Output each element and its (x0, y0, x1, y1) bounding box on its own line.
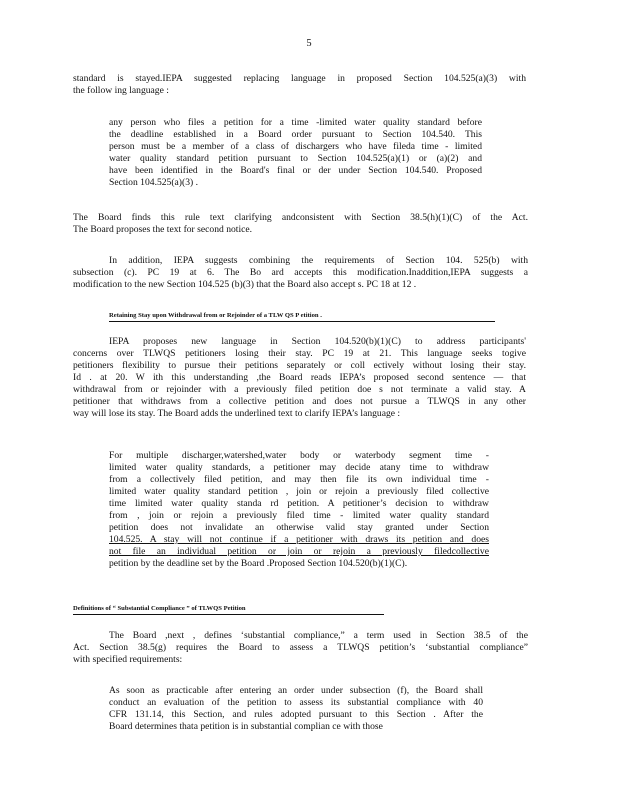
text-line: CFR 131.14, this Section, and rules adopted pursuant to this Section . After the (109, 709, 483, 720)
text-line: from a collectively filed petition, and may then file its own individual time - (109, 474, 489, 485)
text-line: For multiple discharger,watershed,water body or waterbody segment time - (109, 450, 489, 461)
text-line: from , join or rejoin a previously filed time - limited water quality standard (109, 510, 489, 521)
text-line: water quality standard petition pursuant to Section 104.525(a)(1) or (a)(2) and (109, 153, 482, 164)
paragraph-combining-requirements (73, 255, 528, 291)
block-quote-section-38-5-g (109, 685, 483, 733)
text-line: the follow ing language : (73, 85, 169, 96)
text-line: Act. Section 38.5(g) requires the Board to assess a TLWQS petition’s ‘substantial compliance” (73, 642, 528, 653)
text-line: limited water quality standard petition , join or rejoin a previously filed collective (109, 486, 489, 497)
text-line: petition by the deadline set by the Board .Proposed Section 104.520(b)(1)(C). (109, 558, 408, 569)
text-line: standard is stayed.IEPA suggested replacing language in proposed Section 104.525(a)(3) with (73, 73, 526, 84)
section-heading-retaining-stay: Retaining Stay upon Withdrawal from or Rejoinder of a TLW QS P etition . (109, 312, 322, 319)
section-heading-definitions: Definitions of “ Substantial Compliance ” of TLWQS Petition (73, 605, 246, 612)
text-line: As soon as practicable after entering an order under subsection (f), the Board shall (109, 685, 483, 696)
heading-underline (73, 614, 384, 615)
text-line: have been identified in the Board's final or der under Section 104.540. Proposed (109, 165, 482, 176)
text-line: withdrawal from or rejoinder with a previously filed petition doe s not terminate a valid stay. A (73, 384, 526, 395)
text-line: with specified requirements: (73, 654, 183, 665)
text-line: The Board proposes the text for second notice. (73, 224, 253, 235)
text-line: time limited water quality standa rd petition. A petitioner’s decision to withdraw (109, 498, 489, 509)
text-line: petition does not invalidate an otherwise valid stay granted under Section (109, 522, 489, 533)
text-line: the deadline established in a Board order pursuant to Section 104.540. This (109, 129, 482, 140)
text-line: petitioner that withdraws from a collective petition and does not pursue a TLWQS in any other (73, 396, 526, 407)
text-line: person must be a member of a class of dischargers who have fileda time - limited (109, 141, 482, 152)
text-line: The Board ,next , defines ‘substantial compliance,” a term used in Section 38.5 of the (109, 630, 528, 641)
page-number: 5 (306, 38, 312, 49)
text-line: concerns over TLWQS petitioners losing their stay. PC 19 at 21. This language seeks togive (73, 348, 526, 359)
text-line: modification to the new Section 104.525 (b)(3) that the Board also accept s. PC 18 at 12 . (73, 279, 417, 290)
text-line: In addition, IEPA suggests combining the requirements of Section 104. 525(b) with (109, 255, 528, 266)
text-line: IEPA proposes new language in Section 104.520(b)(1)(C) to address participants' (109, 336, 526, 347)
text-line: Board determines thata petition is in substantial complian ce with those (109, 721, 383, 732)
text-line: Id . at 20. W ith this understanding ,the Board reads IEPA’s proposed second sentence — that (73, 372, 526, 383)
text-line: any person who files a petition for a time -limited water quality standard before (109, 117, 482, 128)
text-line: conduct an evaluation of the petition to assess its substantial compliance with 40 (109, 697, 483, 708)
text-line: The Board finds this rule text clarifying andconsistent with Section 38.5(h)(1)(C) of the Act. (73, 212, 528, 223)
heading-underline (109, 321, 495, 322)
text-line: Section 104.525(a)(3) . (109, 177, 198, 188)
underlined-text-line: not file an individual petition or join or rejoin a previously filedcollective (109, 546, 489, 557)
text-line: limited water quality standards, a petitioner may decide atany time to withdraw (109, 462, 489, 473)
text-line: petitioners flexibility to pursue their petitions separately or coll ectively without losing their stay. (73, 360, 526, 371)
text-line: way will lose its stay. The Board adds the underlined text to clarify IEPA’s language : (73, 408, 401, 419)
block-quote-withdrawal-language (109, 450, 489, 570)
underlined-text-line: 104.525. A stay will not continue if a petitioner with draws its petition and does (109, 534, 489, 545)
text-line: subsection (c). PC 19 at 6. The Bo ard accepts this modification.Inaddition,IEPA suggests a (73, 267, 528, 278)
block-quote-proposed-language (109, 117, 482, 189)
paragraph-continuation (73, 73, 526, 97)
paragraph-substantial-compliance (73, 630, 528, 666)
paragraph-iepa-proposal (73, 336, 526, 420)
paragraph-board-finding (73, 212, 528, 236)
